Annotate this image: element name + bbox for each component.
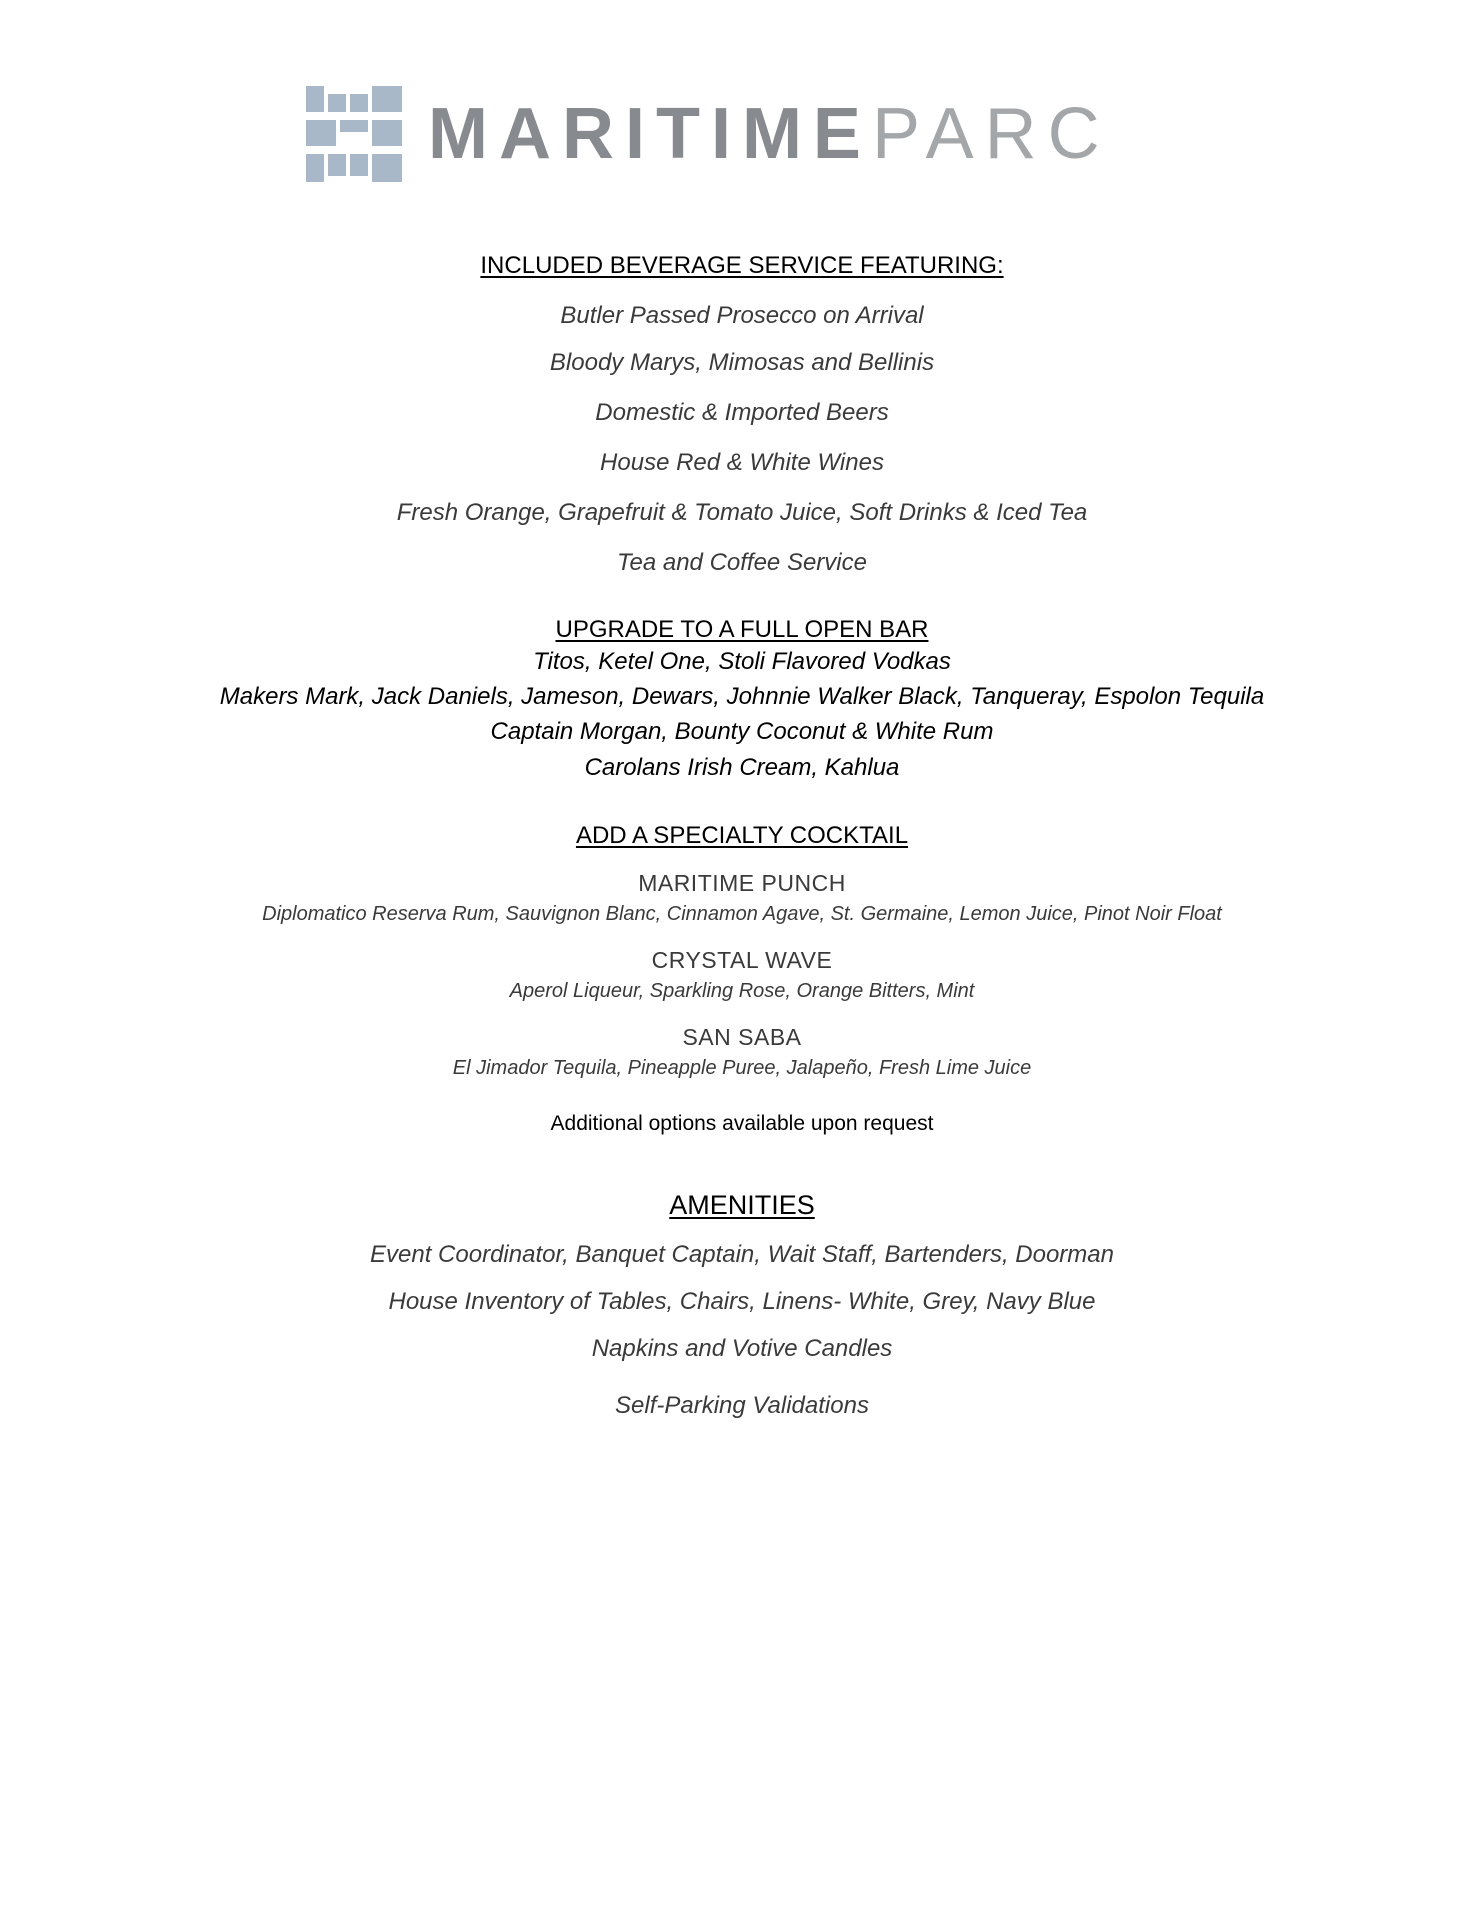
cocktail-heading: ADD A SPECIALTY COCKTAIL (575, 822, 909, 849)
beverage-item: Tea and Coffee Service (617, 549, 867, 576)
beverage-item: Domestic & Imported Beers (595, 399, 889, 426)
amenities-item: Napkins and Votive Candles (591, 1335, 893, 1362)
open-bar-item: Titos, Ketel One, Stoli Flavored Vodkas (533, 648, 951, 675)
open-bar-heading: UPGRADE TO A FULL OPEN BAR (555, 616, 929, 643)
cocktail-description: El Jimador Tequila, Pineapple Puree, Jalapeño, Fresh Lime Juice (452, 1057, 1032, 1079)
amenities-item: House Inventory of Tables, Chairs, Linens- White, Grey, Navy Blue (388, 1288, 1096, 1315)
beverage-item: Fresh Orange, Grapefruit & Tomato Juice, Soft Drinks & Iced Tea (396, 499, 1088, 526)
cocktail-description: Aperol Liqueur, Sparkling Rose, Orange Bitters, Mint (509, 980, 975, 1002)
cocktail-note: Additional options available upon request (550, 1112, 934, 1135)
cocktail-name: SAN SABA (682, 1024, 802, 1050)
amenities-item: Self-Parking Validations (615, 1392, 869, 1419)
cocktail-description: Diplomatico Reserva Rum, Sauvignon Blanc, Cinnamon Agave, St. Germaine, Lemon Juice, Pinot Noir Float (262, 903, 1222, 925)
brand-wordmark (428, 94, 1111, 174)
maritime-parc-tiles-icon (306, 86, 402, 182)
cocktail-name: CRYSTAL WAVE (651, 947, 833, 973)
cocktail-name: MARITIME PUNCH (638, 870, 846, 896)
beverage-item: Butler Passed Prosecco on Arrival (560, 302, 924, 329)
open-bar-item: Makers Mark, Jack Daniels, Jameson, Dewars, Johnnie Walker Black, Tanqueray, Espolon Tequila (219, 683, 1265, 710)
amenities-heading: AMENITIES (669, 1190, 815, 1220)
maritime-parc-logo (306, 84, 1111, 184)
brand-name-light: PARC (871, 94, 1111, 174)
beverage-item: Bloody Marys, Mimosas and Bellinis (549, 349, 935, 376)
open-bar-item: Captain Morgan, Bounty Coconut & White Rum (490, 718, 994, 745)
beverage-item: House Red & White Wines (600, 449, 884, 476)
amenities-item: Event Coordinator, Banquet Captain, Wait Staff, Bartenders, Doorman (370, 1241, 1114, 1268)
open-bar-item: Carolans Irish Cream, Kahlua (584, 754, 900, 781)
brand-name-bold: MARITIME (428, 94, 872, 174)
beverage-heading: INCLUDED BEVERAGE SERVICE FEATURING: (480, 252, 1004, 279)
